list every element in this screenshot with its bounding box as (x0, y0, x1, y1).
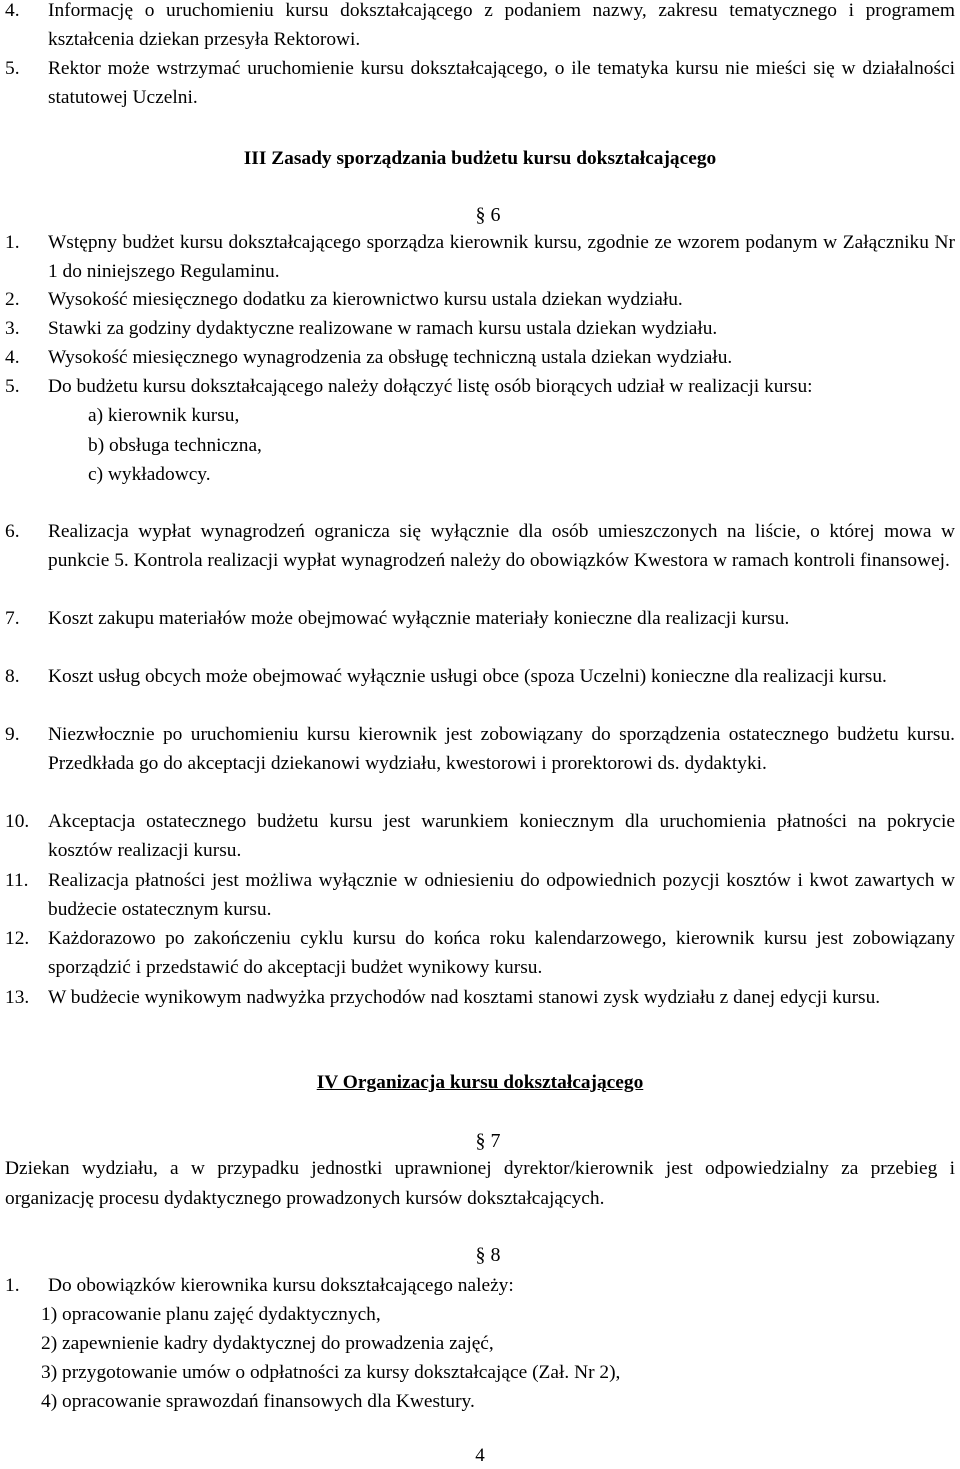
item-number: 8. (5, 666, 20, 687)
item-text: Realizacja wypłat wynagrodzeń ogranicza się wyłącznie dla osób umieszczonych na liście, o której mowa w punkcie 5. Kontrola realizacji wypłat wynagrodzeń należy do obowiązków Kwestora w ramach kontroli finansowej. (48, 521, 955, 571)
item-text: Niezwłocznie po uruchomieniu kursu kierownik jest zobowiązany do sporządzenia ostatecznego budżetu kursu. Przedkłada go do akceptacji dziekanowi wydziału, kwestorowi i prorektorowi ds. dydaktyki. (48, 724, 955, 774)
item-number: 4. (5, 0, 20, 21)
list-item (5, 604, 955, 633)
list-item (5, 285, 955, 314)
item-number: 1. (5, 1275, 20, 1296)
list-item (5, 983, 955, 1012)
list-item (5, 720, 955, 778)
sub-item: a) kierownik kursu, (88, 405, 240, 426)
sub-item: 1) opracowanie planu zajęć dydaktycznych, (41, 1304, 381, 1325)
item-text: Realizacja płatności jest możliwa wyłącznie w odniesieniu do odpowiednich pozycji kosztów i kwot zawartych w budżecie ostatecznym kursu. (48, 870, 955, 920)
item-number: 2. (5, 289, 20, 310)
item-text: Koszt usług obcych może obejmować wyłącznie usługi obce (spoza Uczelni) konieczne dla realizacji kursu. (48, 666, 887, 687)
list-item (5, 372, 955, 490)
sub-item: b) obsługa techniczna, (88, 434, 262, 456)
section-heading-text: IV Organizacja kursu dokształcającego (316, 1072, 644, 1093)
item-text: Wstępny budżet kursu dokształcającego sporządza kierownik kursu, zgodnie ze wzorem podanym w Załączniku Nr 1 do niniejszego Regulaminu. (48, 232, 955, 282)
list-item (5, 662, 955, 691)
item-text: Do budżetu kursu dokształcającego należy dołączyć listę osób biorących udział w realizacji kursu: (48, 376, 813, 397)
list-item (5, 1271, 955, 1416)
list-item (5, 866, 955, 924)
item-text: Koszt zakupu materiałów może obejmować wyłącznie materiały konieczne dla realizacji kursu. (48, 608, 790, 629)
sub-item: 2) zapewnienie kadry dydaktycznej do prowadzenia zajęć, (41, 1333, 494, 1354)
item-number: 10. (5, 811, 30, 832)
list-item (5, 228, 955, 286)
item-number: 13. (5, 987, 30, 1008)
sub-item: c) wykładowcy. (88, 464, 211, 485)
section-heading (0, 1068, 960, 1098)
item-text: Każdorazowo po zakończeniu cyklu kursu do końca roku kalendarzowego, kierownik kursu jest zobowiązany sporządzić i przedstawić do akceptacji budżet wynikowy kursu. (48, 928, 955, 978)
item-number: 4. (5, 347, 20, 368)
list-item (5, 314, 955, 343)
sub-item: 4) opracowanie sprawozdań finansowych dla Kwestury. (41, 1391, 475, 1412)
paragraph-number: § 8 (475, 1244, 501, 1266)
item-number: 7. (5, 608, 20, 629)
paragraph-number: § 7 (475, 1130, 501, 1152)
paragraph-text: Dziekan wydziału, a w przypadku jednostki uprawnionej dyrektor/kierownik jest odpowiedzialny za przebieg i organizację procesu dydaktycznego prowadzonych kursów dokształcających. (5, 1158, 955, 1209)
list-item (5, 517, 955, 575)
item-text: Informację o uruchomieniu kursu dokształcającego z podaniem nazwy, zakresu tematycznego i programem kształcenia dziekan przesyła Rektorowi. (48, 0, 955, 50)
item-number: 1. (5, 232, 20, 253)
list-item (5, 0, 955, 54)
item-text: Do obowiązków kierownika kursu dokształcającego należy: (48, 1275, 514, 1296)
item-text: Wysokość miesięcznego wynagrodzenia za obsługę techniczną ustala dziekan wydziału. (48, 347, 733, 368)
list-item (5, 343, 955, 372)
sub-item: 3) przygotowanie umów o odpłatności za kursy dokształcające (Zał. Nr 2), (41, 1362, 621, 1383)
list-item (5, 924, 955, 982)
item-number: 12. (5, 928, 30, 949)
item-number: 9. (5, 724, 20, 745)
item-number: 5. (5, 58, 20, 79)
sub-list (37, 1300, 955, 1416)
section-heading: III Zasady sporządzania budżetu kursu dokształcającego (243, 148, 717, 169)
item-number: 11. (5, 870, 29, 891)
item-text: W budżecie wynikowym nadwyżka przychodów nad kosztami stanowi zysk wydziału z danej edycji kursu. (48, 987, 881, 1008)
item-text: Rektor może wstrzymać uruchomienie kursu dokształcającego, o ile tematyka kursu nie mieści się w działalności statutowej Uczelni. (48, 58, 955, 108)
item-text: Wysokość miesięcznego dodatku za kierownictwo kursu ustala dziekan wydziału. (48, 289, 683, 310)
page-number: 4 (475, 1445, 485, 1466)
item-number: 5. (5, 376, 20, 397)
item-number: 3. (5, 318, 20, 339)
list-item (5, 807, 955, 865)
item-text: Stawki za godziny dydaktyczne realizowane w ramach kursu ustala dziekan wydziału. (48, 318, 718, 339)
item-number: 6. (5, 521, 20, 542)
sub-list (48, 401, 955, 490)
paragraph-number: § 6 (475, 204, 501, 226)
list-item (5, 54, 955, 112)
item-text: Akceptacja ostatecznego budżetu kursu jest warunkiem koniecznym dla uruchomienia płatności na pokrycie kosztów realizacji kursu. (48, 811, 955, 861)
